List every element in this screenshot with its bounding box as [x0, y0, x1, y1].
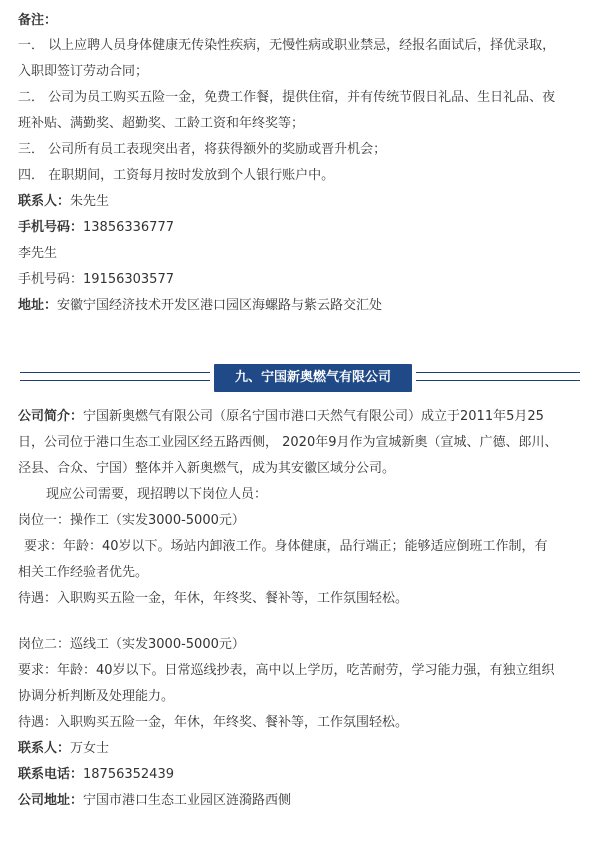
company-intro-line — [18, 408, 584, 426]
notes-contact — [18, 193, 584, 211]
company-phone-number: 18756352439 — [83, 767, 174, 782]
company-contact — [18, 740, 584, 758]
notes-heading: 备注： — [18, 13, 58, 28]
notes-contact2: 李先生 — [18, 246, 58, 261]
note-line: 四． 在职期间，工资每月按时发放到个人银行账户中。 — [18, 168, 335, 183]
company-address-label: 公司地址： — [18, 793, 84, 808]
company-intro-line: 日，公司位于港口生态工业园区经五路西侧， 2020年9月作为宣城新奥（宣城、广德、郎川、 — [18, 435, 558, 450]
notes-phone — [18, 219, 584, 237]
job1-requirement: 相关工作经验者优先。 — [18, 565, 149, 580]
intro-text: 宁国新奥燃气有限公司（原名宁国市港口天然气有限公司）成立于2011年5月25 — [83, 409, 544, 424]
phone-label: 手机号码： — [18, 220, 84, 235]
phone-number: 13856336777 — [83, 220, 174, 235]
job2-benefit: 待遇：入职购买五险一金，年休，年终奖、餐补等，工作氛围轻松。 — [18, 715, 409, 730]
divider-rule-right-top — [416, 372, 580, 373]
job2-requirement: 协调分析判断及处理能力。 — [18, 689, 175, 704]
company-phone — [18, 766, 584, 784]
address-label: 地址： — [18, 298, 58, 313]
job1-requirement: 要求：年龄：40岁以下。场站内卸液工作。身体健康，品行端正；能够适应倒班工作制，有 — [24, 539, 548, 554]
note-line: 入职即签订劳动合同； — [18, 64, 149, 79]
divider-rule-left-bottom — [20, 380, 210, 381]
job1-title: 岗位一：操作工（实发3000-5000元） — [18, 513, 245, 528]
address-text: 安徽宁国经济技术开发区港口园区海螺路与紫云路交汇处 — [57, 298, 383, 313]
note-line: 班补贴、满勤奖、超勤奖、工龄工资和年终奖等； — [18, 116, 305, 131]
contact-name: 朱先生 — [70, 194, 110, 209]
note-line: 二． 公司为员工购买五险一金，免费工作餐，提供住宿，并有传统节假日礼品、生日礼品、夜 — [18, 90, 556, 105]
company-phone-label: 联系电话： — [18, 767, 84, 782]
company-contact-label: 联系人： — [18, 741, 71, 756]
divider-rule-left-top — [20, 372, 210, 373]
phone2-number: 19156303577 — [83, 272, 174, 287]
notes-address — [18, 297, 584, 315]
section-divider — [20, 363, 580, 393]
section-title: 九、宁国新奥燃气有限公司 — [214, 364, 412, 392]
company-address — [18, 792, 584, 810]
note-line: 一． 以上应聘人员身体健康无传染性疾病，无慢性病或职业禁忌，经报名面试后，择优录取， — [18, 38, 556, 53]
phone2-label: 手机号码： — [18, 272, 84, 287]
company-intro-line: 泾县、合众、宁国）整体并入新奥燃气，成为其安徽区域分公司。 — [18, 461, 396, 476]
job1-benefit: 待遇：入职购买五险一金，年休，年终奖、餐补等，工作氛围轻松。 — [18, 591, 409, 606]
job2-requirement: 要求：年龄：40岁以下。日常巡线抄表，高中以上学历，吃苦耐劳，学习能力强，有独立组织 — [18, 663, 555, 678]
notes-phone2 — [18, 271, 584, 289]
hiring-intro: 现应公司需要，现招聘以下岗位人员： — [46, 487, 268, 502]
contact-label: 联系人： — [18, 194, 71, 209]
company-contact-name: 万女士 — [70, 741, 110, 756]
divider-rule-right-bottom — [416, 380, 580, 381]
job2-title: 岗位二：巡线工（实发3000-5000元） — [18, 637, 245, 652]
intro-label: 公司简介： — [18, 409, 84, 424]
company-address-text: 宁国市港口生态工业园区涟漪路西侧 — [83, 793, 292, 808]
note-line: 三． 公司所有员工表现突出者，将获得额外的奖励或晋升机会； — [18, 142, 387, 157]
